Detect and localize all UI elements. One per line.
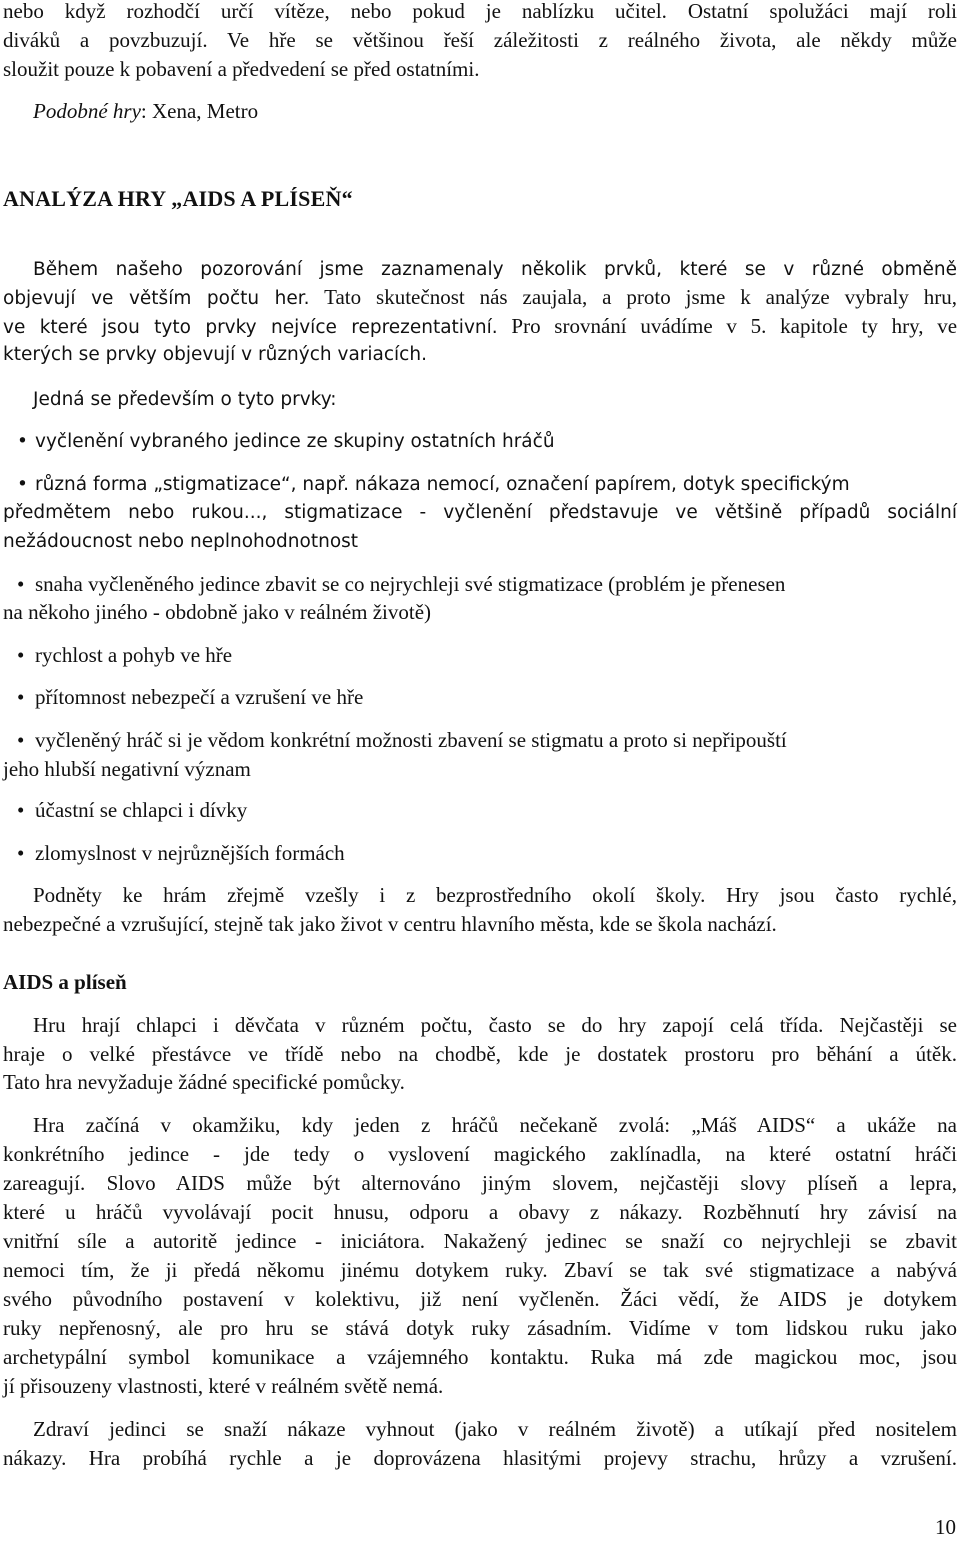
list-item: • vyčlenění vybraného jedince ze skupiny ostatních hráčů (17, 428, 555, 455)
similar-games (3, 98, 258, 125)
text-line: zareagují. Slovo AIDS může být alternováno jiným slovem, nejčastěji slovy plíseň a lepra, (3, 1171, 957, 1195)
text-line: hraje o velké přestávce ve třídě nebo na chodbě, kde je dostatek prostoru pro běhání a útěk. (3, 1042, 957, 1066)
text-line: které u hráčů vyvolávají pocit hnusu, odporu a obavy z nákazy. Rozběhnutí hry závisí na (3, 1200, 957, 1224)
text-line: Jedná se především o tyto prvky: (33, 389, 337, 410)
text-line: diváků a povzbuzují. Ve hře se většinou řeší záležitosti z reálného života, ale někdy může (3, 28, 957, 52)
text-span: ve které jsou tyto prvky nejvíce reprezentativní. (3, 317, 498, 338)
text-line: vnitřní síle a autoritě jedince - iniciátora. Nakažený jedinec se snaží co nejrychleji se zbavit (3, 1229, 957, 1253)
text-span: Pro srovnání uvádíme v 5. kapitole ty hry, ve (497, 314, 958, 338)
text-line: jí přisouzeny vlastnosti, které v reálném světě nemá. (3, 1374, 444, 1398)
text-line: archetypální symbol komunikace a vzájemného kontaktu. Ruka má zde magickou moc, jsou (3, 1345, 957, 1369)
list-item: • zlomyslnost v nejrůznějších formách (17, 840, 345, 867)
text-line: nebo když rozhodčí určí vítěze, nebo pokud je nablízku učitel. Ostatní spolužáci mají roli (3, 0, 957, 23)
text-span: objevují ve větším počtu her. (3, 288, 310, 309)
text-line: Hru hrají chlapci i děvčata v různém počtu, často se do hry zapojí celá třída. Nejčastěji se (33, 1013, 957, 1037)
text-line (3, 284, 957, 311)
text-line: nežádoucnost nebo neplnohodnotnost (3, 531, 359, 552)
text-line: sloužit pouze k pobavení a předvedení se před ostatními. (3, 57, 480, 81)
text-line: kterých se prvky objevují v různých variacích. (3, 344, 427, 365)
list-item: • přítomnost nebezpečí a vzrušení ve hře (17, 684, 363, 711)
text-line: předmětem nebo rukou..., stigmatizace - vyčlenění představuje ve většině případů sociální (3, 502, 957, 523)
page-number: 10 (935, 1515, 956, 1539)
list-item: • rychlost a pohyb ve hře (17, 642, 232, 669)
text-line: na někoho jiného - obdobně jako v reálném životě) (3, 600, 432, 624)
text-line: Tato hra nevyžaduje žádné specifické pomůcky. (3, 1070, 405, 1094)
section-heading: ANALÝZA HRY „AIDS A PLÍSEŇ“ (3, 186, 353, 211)
text-line: nebezpečné a vzrušující, stejně tak jako život v centru hlavního města, kde se škola nachází. (3, 912, 777, 936)
text-line: Během našeho pozorování jsme zaznamenaly několik prvků, které se v různé obměně (33, 259, 957, 280)
subsection-heading: AIDS a plíseň (3, 970, 127, 994)
list-item: • účastní se chlapci i dívky (17, 797, 247, 824)
similar-games-value: : Xena, Metro (140, 99, 259, 123)
text-line: svého původního postavení v kolektivu, již není vyčleněn. Žáci vědí, že AIDS je dotykem (3, 1287, 957, 1311)
similar-games-label: Podobné hry (33, 99, 141, 123)
text-line: nemoci tím, že ji předá někomu jinému dotykem ruky. Zbaví se tak své stigmatizace a nabývá (3, 1258, 957, 1282)
text-line: ruky nepřenosný, ale pro hru se stává dotyk ruky zásadním. Vidíme v tom lidskou ruku jako (3, 1316, 957, 1340)
text-line: nákazy. Hra probíhá rychle a je doprovázena hlasitými projevy strachu, hrůzy a vzrušení. (3, 1446, 957, 1470)
text-line: jeho hlubší negativní význam (3, 757, 251, 781)
list-item: • různá forma „stigmatizace“, např. nákaza nemocí, označení papírem, dotyk specifickým (17, 471, 850, 498)
list-item: • vyčleněný hráč si je vědom konkrétní možnosti zbavení se stigmatu a proto si nepřipouští (17, 727, 957, 754)
text-line: Zdraví jedinci se snaží nákaze vyhnout (jako v reálném životě) a utíkají před nositelem (33, 1417, 957, 1441)
text-line: Podněty ke hrám zřejmě vzešly i z bezprostředního okolí školy. Hry jsou často rychlé, (33, 883, 957, 907)
text-line: Hra začíná v okamžiku, kdy jeden z hráčů nečekaně zvolá: „Máš AIDS“ a ukáže na (33, 1113, 957, 1137)
list-item: • snaha vyčleněného jedince zbavit se co nejrychleji své stigmatizace (problém je přenesen (17, 571, 957, 598)
text-line (3, 313, 957, 340)
text-line: konkrétního jedince - jde tedy o vyslovení magického zaklínadla, na které ostatní hráči (3, 1142, 957, 1166)
text-span: Tato skutečnost nás zaujala, a proto jsme k analýze vybraly hru, (309, 285, 957, 309)
